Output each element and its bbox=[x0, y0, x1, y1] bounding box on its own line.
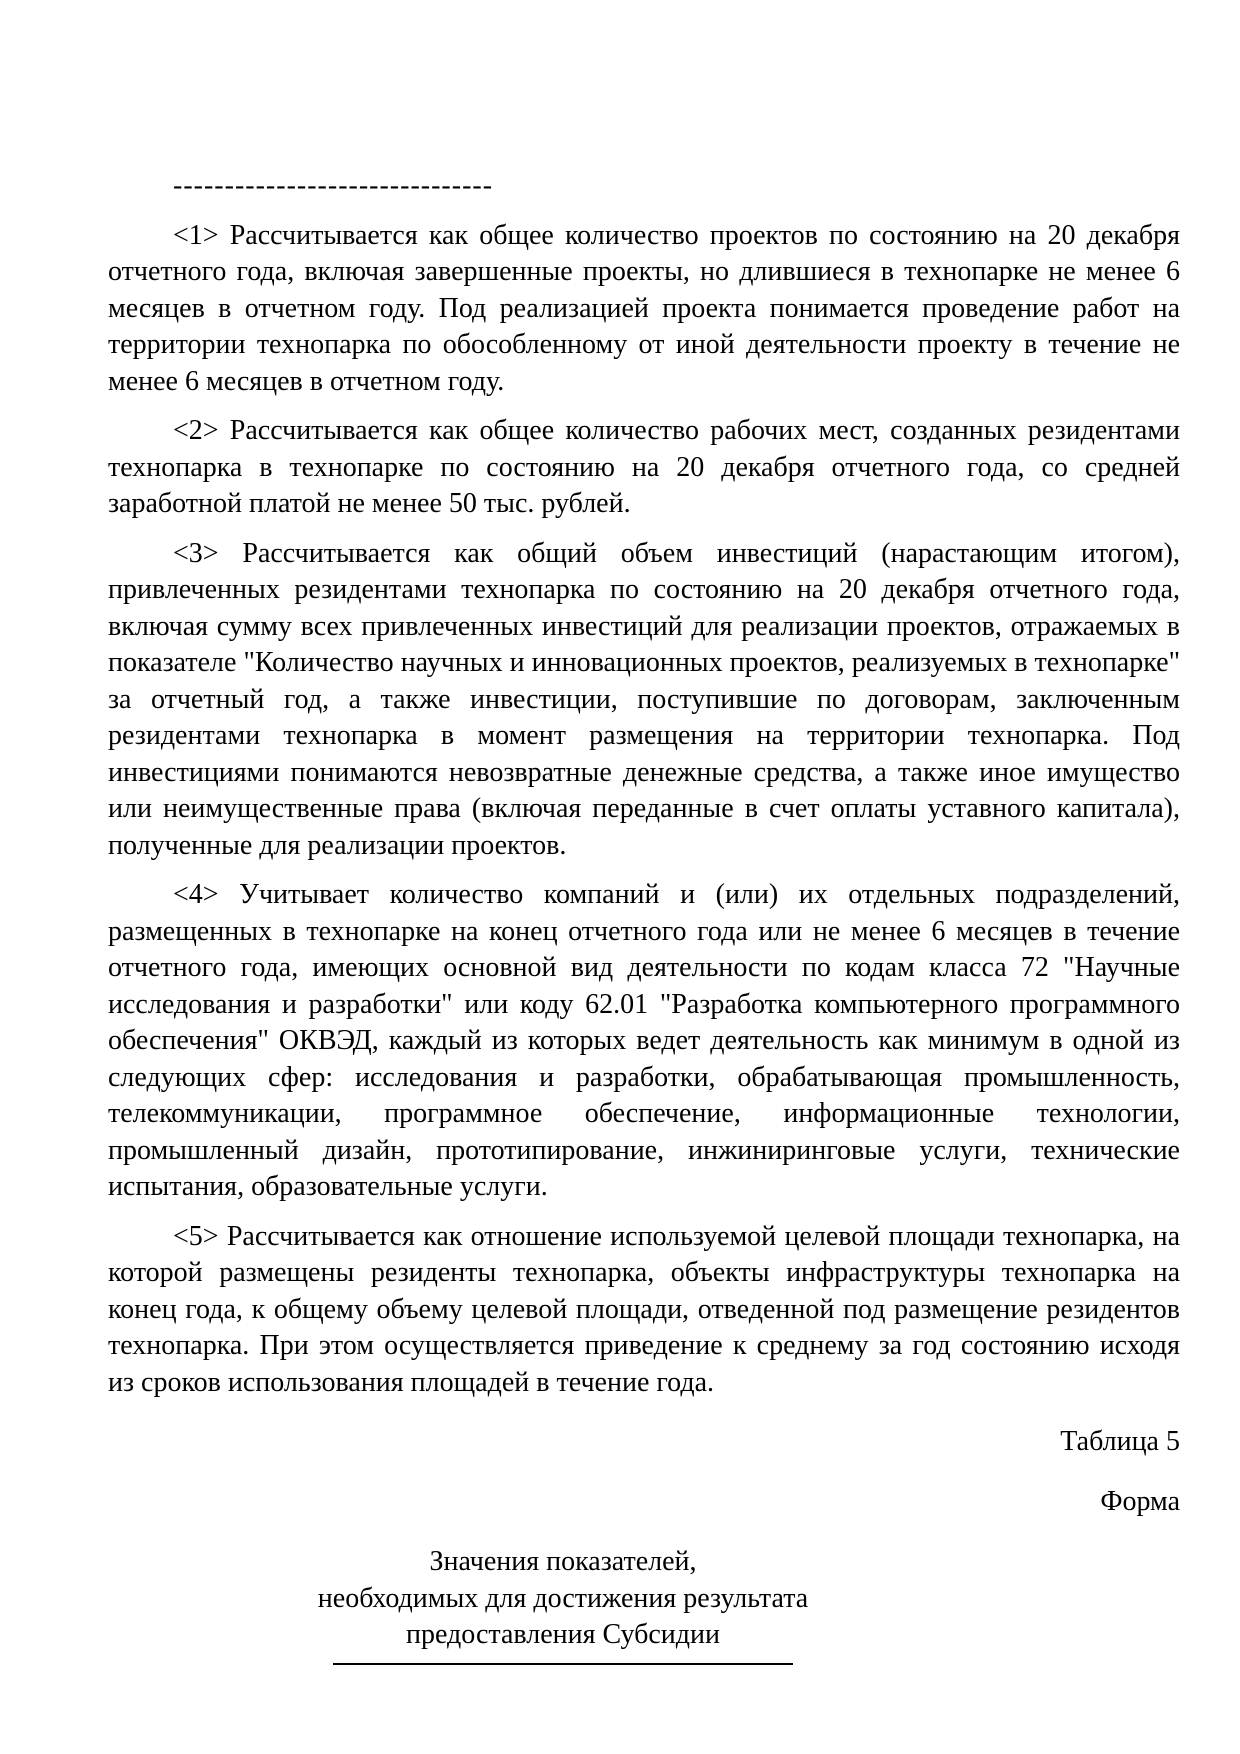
footnote-5: <5> Рассчитывается как отношение используемой целевой площади технопарка, на которой размещены резиденты технопарка, объекты инфраструктуры технопарка на конец года, к общему объему целевой площади, отведенной под размещение резидентов технопарка. При этом осуществляется приведение к среднему за год состоянию исходя из сроков использования площадей в течение года. bbox=[108, 1220, 1180, 1398]
form-title-line-1: Значения показателей, bbox=[429, 1546, 697, 1577]
footnote-3: <3> Рассчитывается как общий объем инвестиций (нарастающим итогом), привлеченных резидентами технопарка по состоянию на 20 декабря отчетного года, включая сумму всех привлеченных инвестиций для реализации проектов, отражаемых в показателе "Количество научных и инновационных проектов, реализуемых в технопарке" за отчетный год, а также инвестиции, поступившие по договорам, заключенным резидентами технопарка в момент размещения на территории технопарка. Под инвестициями понимаются невозвратные денежные средства, а также иное имущество или неимущественные права (включая переданные в счет оплаты уставного капитала), полученные для реализации проектов. bbox=[108, 537, 1180, 861]
form-title-line-3: предоставления Субсидии bbox=[405, 1619, 720, 1650]
footnote-1: <1> Рассчитывается как общее количество проектов по состоянию на 20 декабря отчетного года, включая завершенные проекты, но длившиеся в технопарке не менее 6 месяцев в отчетном году. Под реализацией проекта понимается проведение работ на территории технопарка по обособленному от иной деятельности проекту в течение не менее 6 месяцев в отчетном году. bbox=[108, 219, 1180, 397]
footnote-2: <2> Рассчитывается как общее количество рабочих мест, созданных резидентами технопарка в технопарке по состоянию на 20 декабря отчетного года, со средней заработной платой не менее 50 тыс. рублей. bbox=[108, 415, 1180, 519]
form-title bbox=[108, 1544, 1018, 1665]
footnote-4: <4> Учитывает количество компаний и (или) их отдельных подразделений, размещенных в технопарке на конец отчетного года или не менее 6 месяцев в течение отчетного года, имеющих основной вид деятельности по кодам класса 72 "Научные исследования и разработки" или коду 62.01 "Разработка компьютерного программного обеспечения" ОКВЭД, каждый из которых ведет деятельность как минимум в одной из следующих сфер: исследования и разработки, обрабатывающая промышленность, телекоммуникации, программное обеспечение, информационные технологии, промышленный дизайн, прототипирование, инжиниринговые услуги, технические испытания, образовательные услуги. bbox=[108, 879, 1180, 1202]
blank-underscore-line bbox=[333, 1663, 793, 1665]
form-title-line-2: необходимых для достижения результата bbox=[317, 1582, 809, 1614]
document-content bbox=[108, 168, 1180, 1665]
footnote-separator-dashes: ------------------------------- bbox=[173, 170, 494, 201]
table-number-label: Таблица 5 bbox=[1060, 1426, 1180, 1457]
form-label: Форма bbox=[1100, 1485, 1180, 1517]
